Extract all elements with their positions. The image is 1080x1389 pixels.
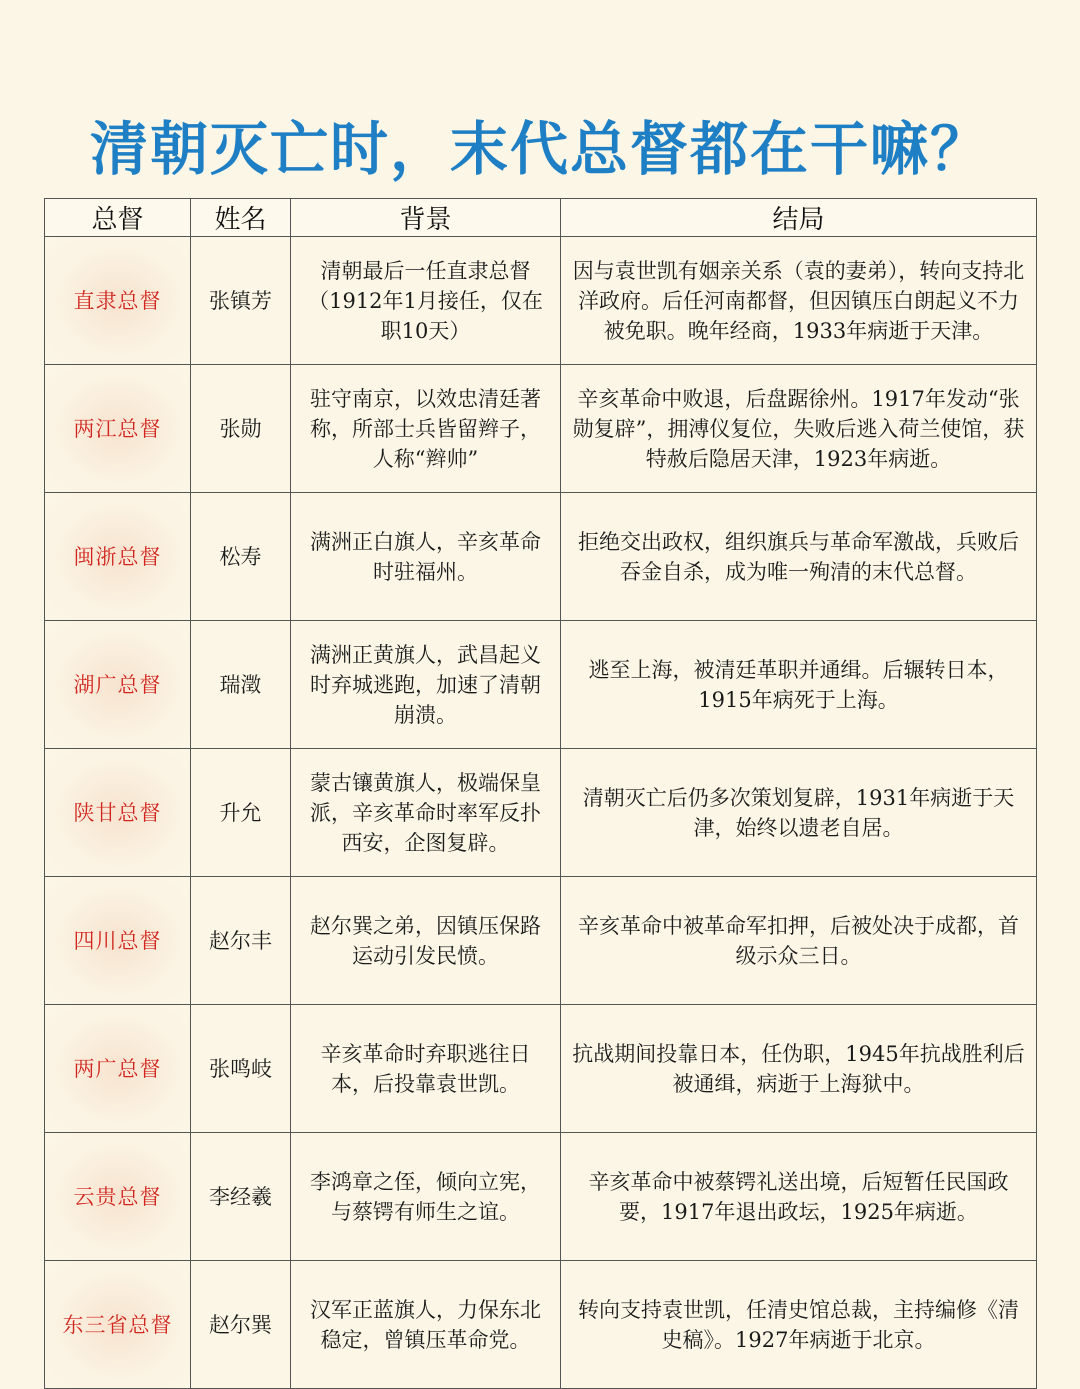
governor-title: 湖广总督 <box>45 621 191 749</box>
table-header-row <box>45 199 1037 237</box>
table-row <box>45 1261 1037 1389</box>
governor-title: 东三省总督 <box>45 1261 191 1389</box>
background-text: 满洲正黄旗人，武昌起义时弃城逃跑，加速了清朝崩溃。 <box>291 621 561 749</box>
governor-title: 云贵总督 <box>45 1133 191 1261</box>
header-background: 背景 <box>291 199 561 237</box>
governor-title: 陕甘总督 <box>45 749 191 877</box>
governor-name: 瑞澂 <box>191 621 291 749</box>
table-row <box>45 493 1037 621</box>
table-row <box>45 749 1037 877</box>
governor-title: 闽浙总督 <box>45 493 191 621</box>
governor-name: 赵尔丰 <box>191 877 291 1005</box>
table-row <box>45 877 1037 1005</box>
outcome-text: 转向支持袁世凯，任清史馆总裁，主持编修《清史稿》。1927年病逝于北京。 <box>561 1261 1037 1389</box>
background-text: 汉军正蓝旗人，力保东北稳定，曾镇压革命党。 <box>291 1261 561 1389</box>
table-row <box>45 237 1037 365</box>
outcome-text: 清朝灭亡后仍多次策划复辟，1931年病逝于天津，始终以遗老自居。 <box>561 749 1037 877</box>
background-text: 辛亥革命时弃职逃往日本，后投靠袁世凯。 <box>291 1005 561 1133</box>
background-text: 赵尔巽之弟，因镇压保路运动引发民愤。 <box>291 877 561 1005</box>
outcome-text: 因与袁世凯有姻亲关系（袁的妻弟），转向支持北洋政府。后任河南都督，但因镇压白朗起义不力被免职。晚年经商，1933年病逝于天津。 <box>561 237 1037 365</box>
background-text: 驻守南京，以效忠清廷著称，所部士兵皆留辫子，人称“辫帅” <box>291 365 561 493</box>
background-text: 李鸿章之侄，倾向立宪，与蔡锷有师生之谊。 <box>291 1133 561 1261</box>
outcome-text: 辛亥革命中被革命军扣押，后被处决于成都，首级示众三日。 <box>561 877 1037 1005</box>
outcome-text: 抗战期间投靠日本，任伪职，1945年抗战胜利后被通缉，病逝于上海狱中。 <box>561 1005 1037 1133</box>
outcome-text: 辛亥革命中败退，后盘踞徐州。1917年发动“张勋复辟”，拥溥仪复位，失败后逃入荷兰使馆，获特赦后隐居天津，1923年病逝。 <box>561 365 1037 493</box>
governor-name: 升允 <box>191 749 291 877</box>
background-text: 清朝最后一任直隶总督（1912年1月接任，仅在职10天） <box>291 237 561 365</box>
header-name: 姓名 <box>191 199 291 237</box>
governor-name: 松寿 <box>191 493 291 621</box>
background-text: 蒙古镶黄旗人，极端保皇派，辛亥革命时率军反扑西安，企图复辟。 <box>291 749 561 877</box>
governors-table <box>44 198 1037 1389</box>
governor-name: 赵尔巽 <box>191 1261 291 1389</box>
outcome-text: 逃至上海，被清廷革职并通缉。后辗转日本，1915年病死于上海。 <box>561 621 1037 749</box>
governor-name: 李经羲 <box>191 1133 291 1261</box>
header-outcome: 结局 <box>561 199 1037 237</box>
governor-name: 张勋 <box>191 365 291 493</box>
governor-name: 张鸣岐 <box>191 1005 291 1133</box>
governor-title: 直隶总督 <box>45 237 191 365</box>
table-row <box>45 621 1037 749</box>
governor-title: 四川总督 <box>45 877 191 1005</box>
governor-title: 两江总督 <box>45 365 191 493</box>
outcome-text: 辛亥革命中被蔡锷礼送出境，后短暂任民国政要，1917年退出政坛，1925年病逝。 <box>561 1133 1037 1261</box>
governor-title: 两广总督 <box>45 1005 191 1133</box>
table-row <box>45 365 1037 493</box>
outcome-text: 拒绝交出政权，组织旗兵与革命军激战，兵败后吞金自杀，成为唯一殉清的末代总督。 <box>561 493 1037 621</box>
governor-name: 张镇芳 <box>191 237 291 365</box>
background-text: 满洲正白旗人，辛亥革命时驻福州。 <box>291 493 561 621</box>
table-row <box>45 1005 1037 1133</box>
page-title: 清朝灭亡时，末代总督都在干嘛？ <box>89 115 990 183</box>
header-governor: 总督 <box>45 199 191 237</box>
table-row <box>45 1133 1037 1261</box>
